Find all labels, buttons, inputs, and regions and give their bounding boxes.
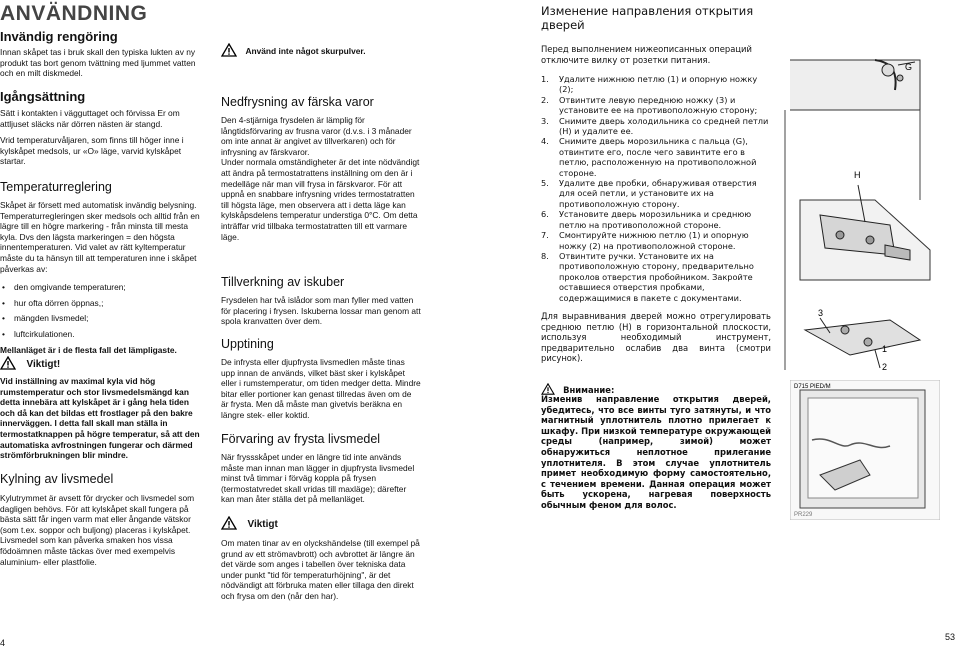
list-item: • luftcirkulationen. xyxy=(0,329,203,340)
text-temperature: Skåpet är försett med automatisk invändig belysning. Temperaturregleringen sker medsols och alltid från en lägre till en högre markering - från minsta till mesta kyla. Dvs den lägsta markeringen = den högsta innentemperaturen. Vid valet av rätt kyltemperatur måste du ta hänsyn till att temperaturen inne i skåpet påverkas av: xyxy=(0,200,200,274)
warning-icon xyxy=(541,383,555,395)
page-title: ANVÄNDNING xyxy=(0,2,148,25)
heading-thawing: Upptining xyxy=(221,337,274,351)
figure-code-1: D715 PIED/M xyxy=(794,384,831,390)
figure-label-1: 1 xyxy=(882,344,888,354)
hinge-illustration xyxy=(780,50,950,372)
text-freezing-2: Under normala omständigheter är det inte nödvändigt att ändra på termostatrattens inställning om den är i medelläge när man vill frysa in färskvaror. För att uppnå en snabbare infrysning vrides termostatratten till högsta läge, men observera att i detta läge kan kylskåpsdelens temperatur understiga 0°C. Om detta inträffar vrid tillbaka termostatratten till ett varmare läge. xyxy=(221,157,420,242)
list-item: • mängden livsmedel; xyxy=(0,313,203,324)
page-number-right: 53 xyxy=(945,632,956,642)
warning-text: Om maten tinar av en olyckshändelse (till exempel på grund av ett strömavbrott) och avbrottet är längre än det värde som anges i tabellen över tekniska data under punkt "tid för temperaturhöjning", är det nödvändigt att förbruka maten eller tillaga den direkt och frysa om den (når den har). xyxy=(221,538,420,601)
heading-temperature: Temperaturreglering xyxy=(0,180,112,194)
figure-label-h: H xyxy=(854,170,861,180)
text-startup-1: Sätt i kontakten i vägguttaget och förvissa Er om attljuset släcks när dörren nästen är stangd. xyxy=(0,108,180,129)
heading-cleaning: Invändig rengöring xyxy=(0,29,118,44)
list-item: 8. Отвинтите ручки. Установите их на противоположную сторону, предварительно проколов отверстия пробойником. Закройте оставшиеся отверстия пробками, содержащимися в пакете с документами. xyxy=(541,250,754,303)
list-item: • hur ofta dörren öppnas,; xyxy=(0,298,203,309)
warning-icon xyxy=(221,516,237,530)
attention-title: Внимание: xyxy=(563,385,615,395)
figure-label-3: 3 xyxy=(818,308,824,318)
warning-icon xyxy=(0,356,16,370)
list-item: 7. Смонтируйте нижнюю петлю (1) и опорную ножку (2) на противоположной стороне. xyxy=(541,230,749,251)
text-intro: Перед выполнением нижеописанных операций отключите вилку от розетки питания. xyxy=(541,44,752,65)
text-storage: När fryssskåpet under en längre tid inte används måste man innan man lägger in djupfrysta livsmedel minst två timmar i förväg koppla på frysen (termostatvredet skall vridas till maxläge); därefter kan man åter ställa det på mellanläget. xyxy=(221,452,415,505)
list-item: 4. Снимите дверь морозильника с пальца (G), отвинтите его, после чего завинтите его в петлю, расположенную на противоположной стороне. xyxy=(541,136,757,178)
text-cleaning: Innan skåpet tas i bruk skall den typiska lukten av ny produkt tas bort genom tvättning med ljummet vatten och en milt diskmedel. xyxy=(0,47,196,79)
heading-freezing: Nedfrysning av färska varor xyxy=(221,95,374,109)
page-number-left: 4 xyxy=(0,638,6,648)
text-thawing: De infrysta eller djupfrysta livsmedlen måste tinas upp innan de används, vilket bäst sker i kylskåpet eller i rumstemperatur, om tiden medger detta. Mindre bitar eller portioner kan genast tillredas även om de är frysta. Men då måste man givetvis beräkna en längre stek- eller koktid. xyxy=(221,357,421,420)
list-item: 5. Удалите две пробки, обнаруживая отверстия для осей петли, и установите их на противоположную сторону. xyxy=(541,178,757,209)
heading-storage: Förvaring av frysta livsmedel xyxy=(221,432,381,446)
figure-label-2: 2 xyxy=(882,362,888,372)
text-startup-2: Vrid temperaturvåljaren, som finns till höger inne i kylskåpet medsols, ur «O» läge, varvid kylskåpet startar. xyxy=(0,135,184,167)
list-item: 3. Снимите дверь холодильника со средней петли (H) и удалите ее. xyxy=(541,115,769,137)
list-item: 1. Удалите нижнюю петлю (1) и опорную ножку (2); xyxy=(541,74,758,95)
warning-icon xyxy=(221,43,237,57)
warning-text: Vid inställning av maximal kyla vid hög rumstemperatur och stor livsmedelsmängd kan detta innebära att kylskåpet är i gång hela tiden och då kan det bildas ett frostlager på den bakre innerväggen. I detta fall skall man ställa in termostatknappen på högre temperatur, så att den automatiska avfrostningen fungerar och därmed strömförbrukningen blir mindre. xyxy=(0,376,200,461)
figure-label-g: G xyxy=(905,62,913,72)
text-freezing-1: Den 4-stjärniga frysdelen är lämplig för långtidsförvaring av frusna varor (d.v.s. i 3 månader om inte annat är angivet av tillverkaren) och för infrysning av färskvaror. xyxy=(221,115,412,157)
list-temperature-factors xyxy=(0,282,203,339)
warning-title: Viktigt xyxy=(247,519,278,530)
list-steps xyxy=(541,74,771,303)
text-align-doors: Для выравнивания дверей можно отрегулировать среднюю петлю (H) в горизонтальной плоскости, используя необходимый инструмент, предварительно ослабив два винта (смотри рисунок). xyxy=(541,311,771,364)
text-temperature-closing: Mellanläget är i de flesta fall det lämpligaste. xyxy=(0,344,177,355)
heading-cooling: Kylning av livsmedel xyxy=(0,472,114,486)
heading-startup: Igångsättning xyxy=(0,89,86,104)
attention-text: Изменив направление открытия дверей, убедитесь, что все винты туго затянуты, и что магнитный уплотнитель плотно прилегает к шкафу. При низкой температуре окружающей среды (например, зимой) может обнаружиться неплотное прилегание уплотнителя. В этом случае уплотнитель примет необходимую форму самостоятельно, с течением времени. Данная операция может быть ускорена, нагревая поверхность обычным феном для волос. xyxy=(541,394,771,510)
list-item: 2. Отвинтите левую переднюю ножку (3) и установите ее на противоположную сторону; xyxy=(541,94,758,116)
heading-door-reversal: Изменение направления открытия дверей xyxy=(541,4,754,32)
list-item: • den omgivande temperaturen; xyxy=(0,282,203,293)
warning-title: Viktigt! xyxy=(26,359,61,370)
text-icecubes: Frysdelen har två islådor som man fyller med vatten för placering i frysen. Iskuberna lossar man genom att spola kranvatten över dem. xyxy=(221,295,421,327)
figure-code-2: PR229 xyxy=(794,512,813,518)
door-seal-illustration xyxy=(790,380,940,520)
warning-text-scouring: Använd inte något skurpulver. xyxy=(245,46,366,56)
heading-icecubes: Tillverkning av iskuber xyxy=(221,275,345,289)
list-item: 6. Установите дверь морозильника и среднюю петлю на противоположной стороне. xyxy=(541,209,752,230)
text-cooling: Kylutrymmet är avsett för drycker och livsmedel som dagligen behövs. För att kylskåpet skall fungera på bästa sätt får ingen varm mat eller ångande vätskor (som t.ex. soppor och buljong) placeras i kylskåpet. Livsmedel som kan påverka smaken hos vissa födoämnen måste täckas över med exempelvis aluminium- eller plastfolie. xyxy=(0,493,195,567)
